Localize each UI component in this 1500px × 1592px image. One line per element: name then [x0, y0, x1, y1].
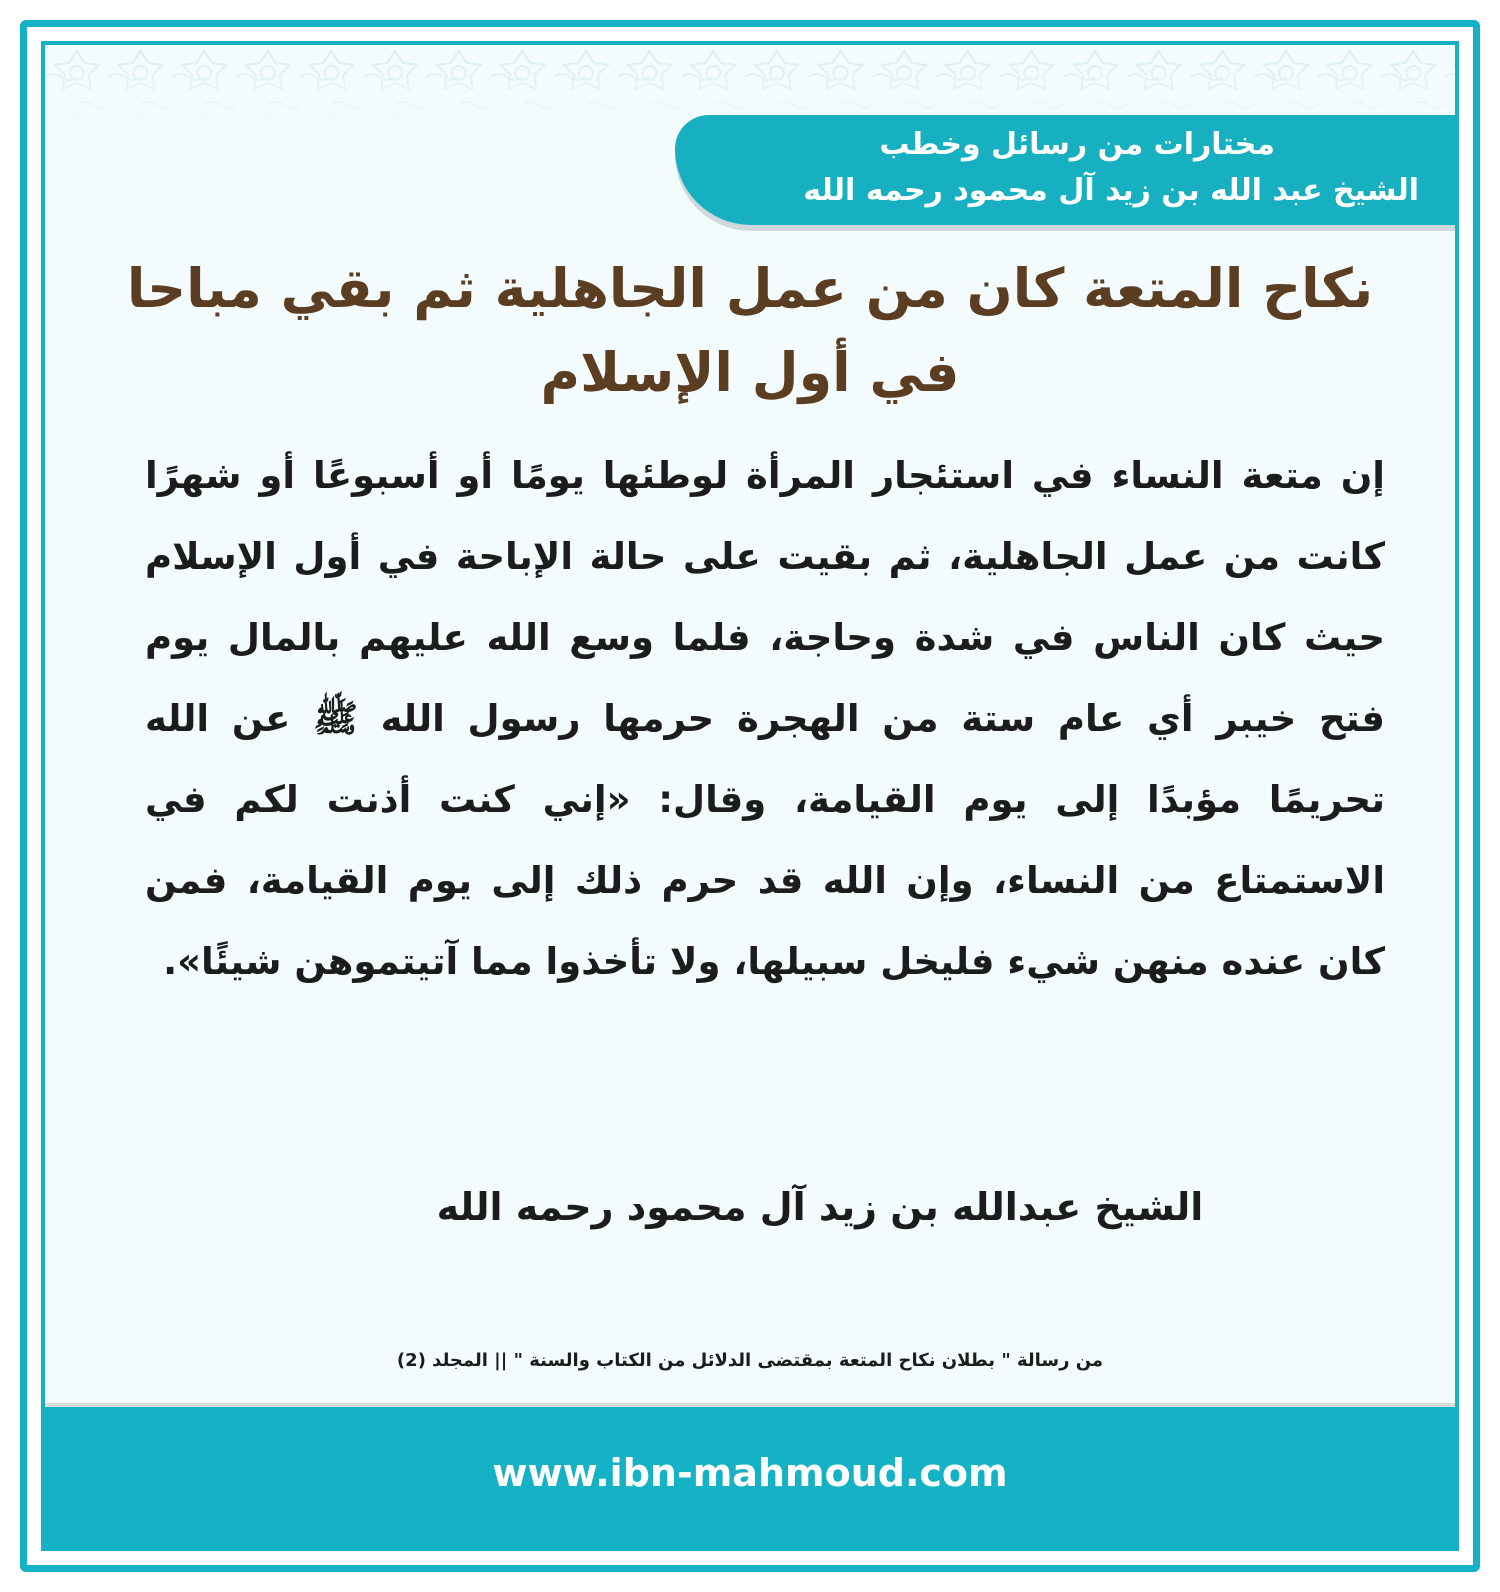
website-url: [45, 1451, 1455, 1495]
author-signature: الشيخ عبدالله بن زيد آل محمود رحمه الله: [436, 1185, 1204, 1229]
header-series-title: مختارات من رسائل وخطب: [879, 127, 1275, 162]
card-inner: [41, 41, 1459, 1551]
website-link[interactable]: www.ibn-mahmoud.com: [492, 1451, 1008, 1495]
quote-card: [20, 20, 1480, 1572]
article-body: إن متعة النساء في استئجار المرأة لوطئها يومًا أو أسبوعًا أو شهرًا كانت من عمل الجاهلية، ثم بقيت على حالة الإباحة في أول الإسلام حيث كان الناس في شدة وحاجة، فلما وسع الله عليهم بالمال يوم فتح خيبر أي عام ستة من الهجرة حرمها رسول الله ﷺ عن الله تحريمًا مؤبدًا إلى يوم القيامة، وقال: «إني كنت أذنت لكم في الاستمتاع من النساء، وإن الله قد حرم ذلك إلى يوم القيامة، فمن كان عنده منهن شيء فليخل سبيلها، ولا تأخذوا مما آتيتموهن شيئًا».: [145, 454, 1385, 983]
source-citation: من رسالة " بطلان نكاح المتعة بمقتضى الدلائل من الكتاب والسنة " || المجلد (2): [396, 1350, 1104, 1371]
header-author-name: الشيخ عبد الله بن زيد آل محمود رحمه الله: [803, 173, 1419, 208]
header-ribbon: [675, 115, 1455, 225]
footer-bar: [45, 1407, 1455, 1547]
article-title: نكاح المتعة كان من عمل الجاهلية ثم بقي مباحا في أول الإسلام: [126, 257, 1374, 404]
